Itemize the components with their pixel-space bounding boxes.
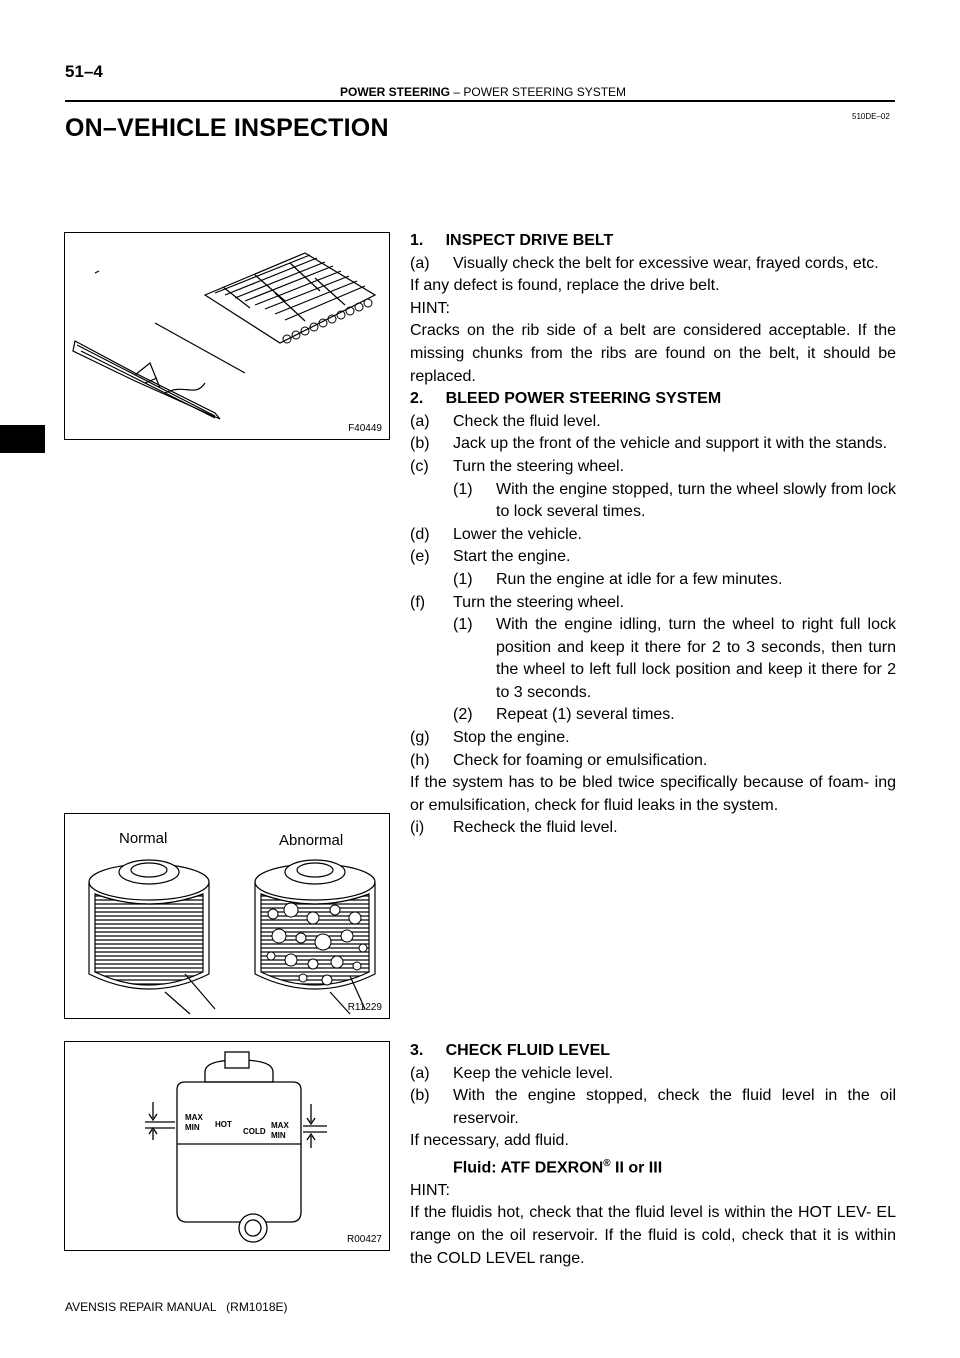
figure-fluid-foaming	[64, 813, 390, 1019]
header-rule	[65, 100, 895, 102]
step-1a: (a) Visually check the belt for excessive wear, frayed cords, etc.	[410, 254, 879, 272]
label-normal: Normal	[119, 830, 168, 847]
step-2d: (d) Lower the vehicle.	[410, 525, 582, 543]
step-2c: (c) Turn the steering wheel.	[410, 457, 625, 475]
figure-code: F40449	[348, 423, 382, 434]
step-2f: (f) Turn the steering wheel.	[410, 593, 625, 611]
running-header	[340, 85, 626, 99]
drive-belt-illustration	[65, 233, 389, 439]
document-code: 510DE–02	[852, 112, 890, 121]
hint-label: HINT:	[410, 1181, 450, 1199]
text-block-belt-and-bleed	[410, 230, 896, 840]
step-2e-1: (1) Run the engine at idle for a few minutes.	[453, 570, 783, 588]
step-2c-1: (1) With the engine stopped, turn the wheel slowly from lock to lock several times.	[453, 480, 896, 521]
subsection-name: – POWER STEERING SYSTEM	[453, 85, 627, 99]
heading-check-fluid-level: 3. CHECK FLUID LEVEL	[410, 1042, 611, 1059]
mark-min-hot: MIN	[185, 1123, 200, 1132]
paragraph-replace-belt: If any defect is found, replace the drive belt.	[410, 277, 720, 295]
step-2b: (b) Jack up the front of the vehicle and support it with the stands.	[410, 435, 888, 453]
text-block-fluid-level	[410, 1040, 896, 1270]
mark-cold: COLD	[243, 1127, 266, 1136]
fluid-spec: Fluid: ATF DEXRON® II or III	[453, 1157, 663, 1177]
mark-max-hot: MAX	[185, 1113, 203, 1122]
fluid-reservoir-illustration	[65, 1042, 389, 1250]
mark-hot: HOT	[215, 1120, 232, 1129]
mark-max-cold: MAX	[271, 1121, 289, 1130]
figure-code: R11229	[347, 1002, 382, 1013]
page-number: 51–4	[65, 62, 103, 81]
step-3a: (a) Keep the vehicle level.	[410, 1064, 614, 1082]
heading-inspect-drive-belt: 1. INSPECT DRIVE BELT	[410, 232, 614, 249]
step-2a: (a) Check the fluid level.	[410, 412, 601, 430]
step-2i: (i) Recheck the fluid level.	[410, 819, 618, 837]
step-2g: (g) Stop the engine.	[410, 729, 570, 747]
step-2h: (h) Check for foaming or emulsification.	[410, 751, 708, 769]
section-tab-marker	[0, 425, 45, 453]
section-name: POWER STEERING	[340, 85, 451, 99]
heading-bleed-system: 2. BLEED POWER STEERING SYSTEM	[410, 390, 722, 408]
foam-comparison-illustration	[65, 814, 389, 1018]
label-abnormal: Abnormal	[279, 832, 344, 849]
paragraph-cracks: Cracks on the rib side of a belt are considered acceptable. If the missing chunks from the ribs are found on the belt, it should be replaced.	[410, 322, 896, 385]
paragraph-hot-cold-level: If the fluidis hot, check that the fluid level is within the HOT LEV- EL range on the oil reservoir. If the fluid is cold, check that it is within the COLD LEVEL range.	[410, 1204, 896, 1267]
paragraph-bled-twice: If the system has to be bled twice specifically because of foam- ing or emulsification, check for fluid leaks in the system.	[410, 774, 896, 814]
page-title: ON–VEHICLE INSPECTION	[65, 114, 389, 142]
step-2e: (e) Start the engine.	[410, 548, 571, 566]
step-2f-1: (1) With the engine idling, turn the wheel to right full lock position and keep it there for 2 to 3 seconds, then turn the wheel to left full lock position and keep it there for 2 to 3 seconds.	[453, 616, 896, 701]
step-3b: (b) With the engine stopped, check the fluid level in the oil reservoir.	[410, 1087, 896, 1127]
figure-fluid-reservoir	[64, 1041, 390, 1251]
hint-label: HINT:	[410, 299, 450, 317]
paragraph-add-fluid: If necessary, add fluid.	[410, 1132, 569, 1150]
mark-min-cold: MIN	[271, 1131, 286, 1140]
figure-drive-belt	[64, 232, 390, 440]
figure-code: R00427	[346, 1234, 382, 1245]
footer-manual-id: AVENSIS REPAIR MANUAL (RM1018E)	[65, 1300, 288, 1314]
step-2f-2: (2) Repeat (1) several times.	[453, 706, 675, 724]
